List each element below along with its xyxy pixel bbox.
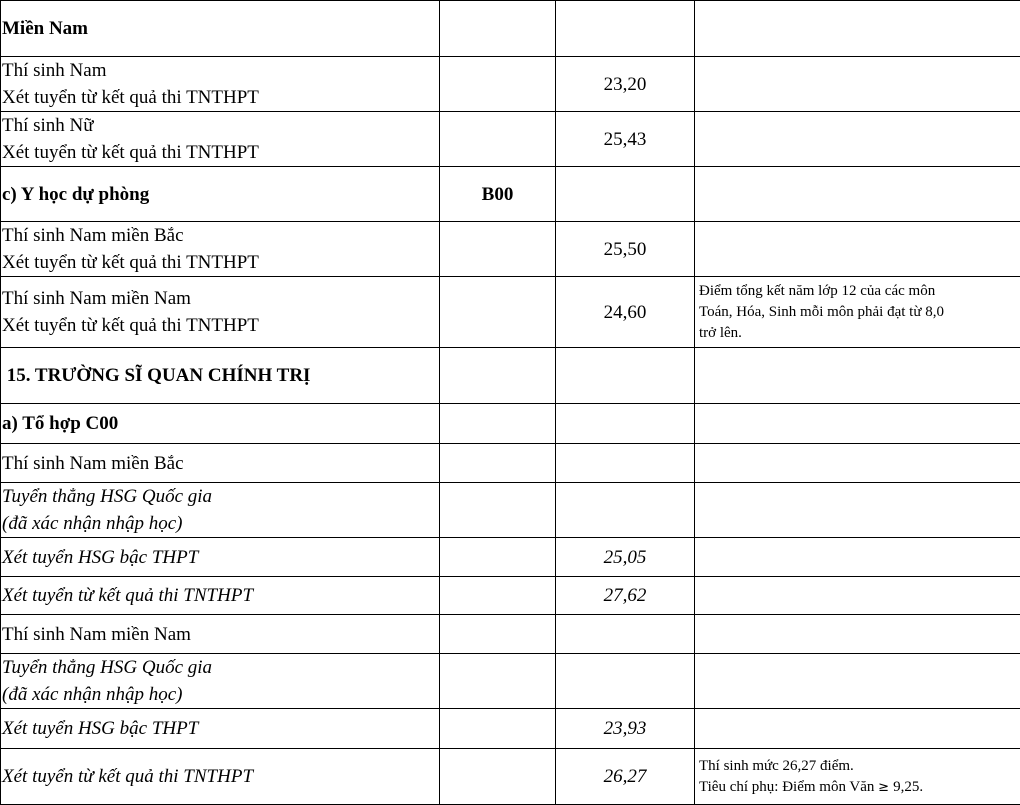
- note-cell: [695, 167, 1020, 222]
- score-cell: 27,62: [556, 577, 695, 615]
- table-row: [1, 709, 1020, 749]
- note-text: Tiêu chí phụ: Điểm môn Văn: [699, 779, 878, 795]
- note-cell: Điểm tổng kết năm lớp 12 của các môn Toán, Hóa, Sinh mỗi môn phải đạt từ 8,0 trở lên.: [695, 277, 1020, 348]
- table-row: [1, 444, 1020, 483]
- candidate-group-label: Thí sinh Nam miền Bắc: [1, 444, 440, 483]
- score-cell: 25,05: [556, 538, 695, 577]
- score-cell: [556, 615, 695, 654]
- note-cell: [695, 709, 1020, 749]
- table-row: [1, 277, 1020, 348]
- table-row: [1, 483, 1020, 538]
- major-heading: c) Y học dự phòng: [1, 167, 440, 222]
- table-row: [1, 654, 1020, 709]
- code-cell: [440, 483, 556, 538]
- score-cell: 25,43: [556, 112, 695, 167]
- greater-equal-symbol: ≥: [878, 780, 889, 795]
- score-cell: 26,27: [556, 749, 695, 805]
- score-cell: [556, 1, 695, 57]
- table-row: [1, 112, 1020, 167]
- code-cell: [440, 112, 556, 167]
- note-cell: [695, 654, 1020, 709]
- note-cell: [695, 112, 1020, 167]
- note-cell: [695, 1, 1020, 57]
- admission-method-label: Xét tuyển HSG bậc THPT: [1, 538, 440, 577]
- table-row: [1, 749, 1020, 805]
- score-cell: 25,50: [556, 222, 695, 277]
- table-row: [1, 615, 1020, 654]
- score-cell: 23,93: [556, 709, 695, 749]
- section-heading: Miền Nam: [1, 1, 440, 57]
- admission-method-label: Tuyển thẳng HSG Quốc gia (đã xác nhận nhập học): [1, 654, 440, 709]
- note-cell: [695, 222, 1020, 277]
- code-cell: [440, 1, 556, 57]
- score-cell: 24,60: [556, 277, 695, 348]
- code-cell: [440, 615, 556, 654]
- candidate-label: Thí sinh Nam Xét tuyển từ kết quả thi TNTHPT: [1, 57, 440, 112]
- note-cell: [695, 615, 1020, 654]
- combination-heading: a) Tổ hợp C00: [1, 404, 440, 444]
- code-cell: [440, 538, 556, 577]
- note-cell: [695, 538, 1020, 577]
- code-cell: [440, 222, 556, 277]
- note-cell: [695, 577, 1020, 615]
- note-cell: [695, 348, 1020, 404]
- note-value: 9,25.: [893, 779, 923, 795]
- code-cell: [440, 57, 556, 112]
- score-cell: [556, 654, 695, 709]
- code-cell: [440, 577, 556, 615]
- admission-method-label: Xét tuyển từ kết quả thi TNTHPT: [1, 577, 440, 615]
- table-row: [1, 538, 1020, 577]
- subject-combination-code: B00: [440, 167, 556, 222]
- code-cell: [440, 444, 556, 483]
- table-row: [1, 57, 1020, 112]
- score-cell: [556, 167, 695, 222]
- table-row: [1, 348, 1020, 404]
- score-cell: [556, 444, 695, 483]
- note-cell: [695, 444, 1020, 483]
- table-row: [1, 222, 1020, 277]
- score-cell: [556, 483, 695, 538]
- code-cell: [440, 277, 556, 348]
- note-cell: Thí sinh mức 26,27 điểm. Tiêu chí phụ: Điểm môn Văn ≥ 9,25.: [695, 749, 1020, 805]
- candidate-label: Thí sinh Nam miền Bắc Xét tuyển từ kết quả thi TNTHPT: [1, 222, 440, 277]
- score-cell: [556, 404, 695, 444]
- candidate-label: Thí sinh Nam miền Nam Xét tuyển từ kết quả thi TNTHPT: [1, 277, 440, 348]
- code-cell: [440, 709, 556, 749]
- note-cell: [695, 483, 1020, 538]
- table-row: [1, 404, 1020, 444]
- candidate-group-label: Thí sinh Nam miền Nam: [1, 615, 440, 654]
- code-cell: [440, 404, 556, 444]
- note-cell: [695, 57, 1020, 112]
- admission-method-label: Xét tuyển HSG bậc THPT: [1, 709, 440, 749]
- code-cell: [440, 749, 556, 805]
- admission-method-label: Xét tuyển từ kết quả thi TNTHPT: [1, 749, 440, 805]
- candidate-label: Thí sinh Nữ Xét tuyển từ kết quả thi TNTHPT: [1, 112, 440, 167]
- note-cell: [695, 404, 1020, 444]
- table-row: [1, 167, 1020, 222]
- admission-method-label: Tuyển thẳng HSG Quốc gia (đã xác nhận nhập học): [1, 483, 440, 538]
- table-row: [1, 577, 1020, 615]
- code-cell: [440, 348, 556, 404]
- score-cell: [556, 348, 695, 404]
- school-heading: 15. TRƯỜNG SĨ QUAN CHÍNH TRỊ: [1, 348, 440, 404]
- score-cell: 23,20: [556, 57, 695, 112]
- code-cell: [440, 654, 556, 709]
- table-row: [1, 1, 1020, 57]
